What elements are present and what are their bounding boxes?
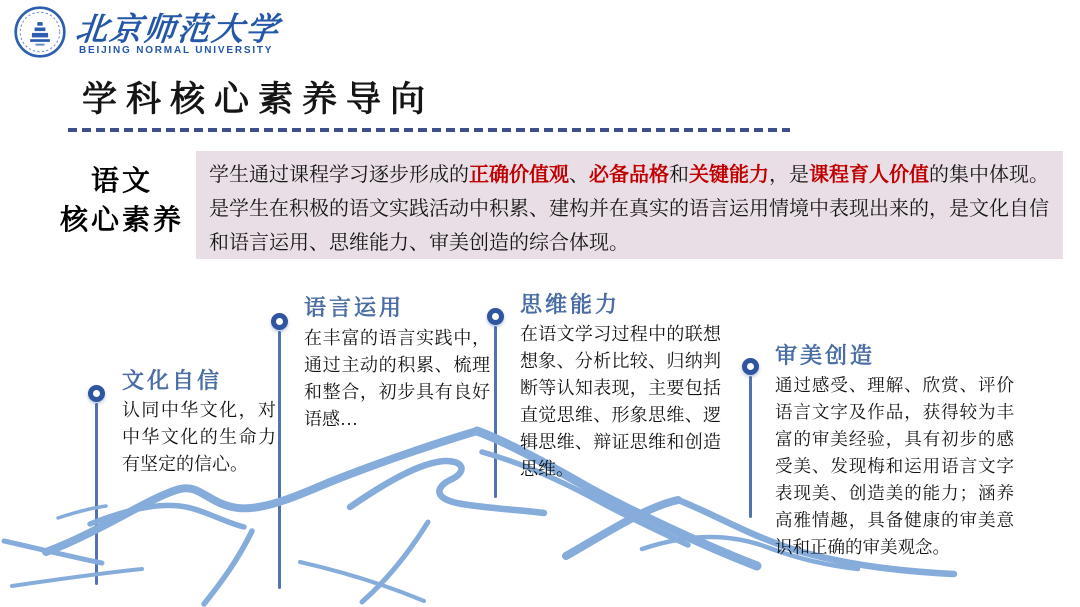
timeline-stem-language bbox=[278, 331, 281, 589]
competency-title-thinking: 思维能力 bbox=[520, 292, 621, 317]
university-name-zh: 北京师范大学 bbox=[73, 11, 282, 47]
summary-segment: 的集中体现。 bbox=[929, 164, 1049, 186]
competency-title-language: 语言运用 bbox=[304, 295, 405, 320]
summary-segment: 学生通过课程学习逐步形成的 bbox=[209, 164, 469, 186]
timeline-stem-culture bbox=[95, 403, 98, 585]
timeline-marker-culture bbox=[88, 385, 105, 402]
side-label bbox=[52, 162, 192, 240]
summary-segment-emphasis: 关键能力 bbox=[689, 164, 769, 186]
bnu-seal-icon bbox=[13, 5, 67, 59]
side-label-line2: 核心素养 bbox=[59, 205, 184, 236]
summary-box bbox=[196, 151, 1063, 259]
dashed-divider bbox=[68, 128, 790, 132]
side-label-line1: 语文 bbox=[90, 166, 153, 197]
summary-segment-emphasis: 正确价值观 bbox=[469, 164, 569, 186]
summary-segment-emphasis: 课程育人价值 bbox=[809, 164, 929, 186]
timeline-stem-aesthetic bbox=[749, 376, 752, 518]
competency-body-culture: 认同中华文化，对中华文化的生命力有坚定的信心。 bbox=[122, 400, 276, 474]
summary-segment: 、 bbox=[569, 164, 589, 186]
university-name-en: BEIJING NORMAL UNIVERSITY bbox=[79, 45, 274, 56]
timeline-marker-language bbox=[271, 313, 288, 330]
competency-title-aesthetic: 审美创造 bbox=[775, 343, 876, 368]
competency-body-language: 在丰富的语言实践中，通过主动的积累、梳理和整合，初步具有良好语感… bbox=[304, 328, 490, 429]
competency-body-aesthetic: 通过感受、理解、欣赏、评价语言文字及作品，获得较为丰富的审美经验，具有初步的感受美、发现梅和运用语言文字表现美、创造美的能力；涵养高雅情趣，具备健康的审美意识和正确的审美观念。 bbox=[775, 375, 1014, 557]
competency-title-culture: 文化自信 bbox=[122, 368, 223, 393]
summary-segment: 和 bbox=[669, 164, 689, 186]
summary-segment: ，是 bbox=[769, 164, 809, 186]
timeline-marker-aesthetic bbox=[742, 358, 759, 375]
summary-line3: 和语言运用、思维能力、审美创造的综合体现。 bbox=[209, 232, 629, 254]
summary-line2: 是学生在积极的语文实践活动中积累、建构并在真实的语言运用情境中表现出来的，是文化自信 bbox=[209, 198, 1049, 220]
timeline-marker-thinking bbox=[487, 308, 504, 325]
timeline-stem-thinking bbox=[494, 326, 497, 498]
page-title: 学科核心素养导向 bbox=[82, 80, 435, 119]
summary-line1 bbox=[209, 158, 1053, 192]
summary-segment-emphasis: 必备品格 bbox=[589, 164, 669, 186]
competency-body-thinking: 在语文学习过程中的联想想象、分析比较、归纳判断等认知表现，主要包括直觉思维、形象思维、逻辑思维、辩证思维和创造思维。 bbox=[520, 324, 721, 479]
